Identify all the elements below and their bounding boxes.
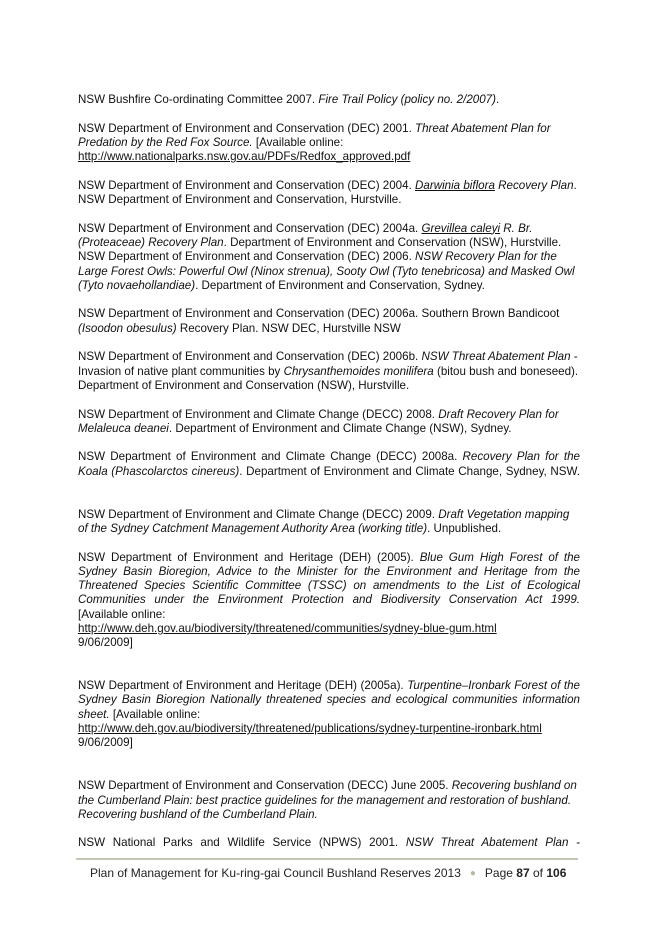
reference-text: Draft Vegetation mapping of the Sydney Catchment Management Authority Area (working title): [78, 507, 570, 535]
reference-text: . Department of Environment and Climate Change (NSW), Sydney.: [168, 421, 512, 435]
reference-text: NSW Department of Environment and Conservation (DEC) 2001.: [78, 121, 416, 135]
reference-text: [Available online:: [109, 707, 201, 721]
reference-text: Blue Gum High Forest of the Sydney Basin Bioregion, Advice to the Minister for the Environment and Heritage from the Threatened Species Scientific Committee (TSSC) on amendments to the List of Ecological Communities under the Environment Protection and Biodiversity Conservation Act 1999.: [78, 550, 581, 607]
reference-accessed-date: 9/06/2009]: [78, 736, 133, 750]
reference-text: . Department of Environment and Climate Change, Sydney, NSW.: [239, 464, 580, 478]
reference-link[interactable]: http://www.deh.gov.au/biodiversity/threatened/communities/sydney-blue-gum.html: [78, 621, 497, 635]
footer-of-label: of: [533, 866, 544, 880]
reference-text: NSW Department of Environment and Conservation (DEC) 2004.: [78, 178, 416, 192]
reference-list: [78, 93, 580, 879]
page-footer: [90, 866, 578, 880]
reference-text: . Department of Environment and Conservation, Sydney.: [195, 278, 485, 292]
reference-entry: [78, 836, 580, 865]
reference-text: NSW Department of Environment and Conservation (DEC) 2004a.: [78, 221, 422, 235]
footer-page-number: 87: [516, 866, 530, 880]
reference-text: - Invasion of native plant communities by: [78, 350, 578, 378]
reference-text: . Department of Environment and Conservation (NSW), Hurstville.: [223, 235, 562, 249]
reference-text: R. Br. (Proteaceae) Recovery Plan: [78, 221, 533, 249]
reference-link[interactable]: http://www.deh.gov.au/biodiversity/threatened/publications/sydney-turpentine-ironbark.html: [78, 722, 542, 736]
reference-text: Threat Abatement Plan for Predation by the Red Fox Source.: [78, 121, 551, 149]
reference-entry: [78, 779, 580, 822]
reference-text: . NSW Department of Environment and Conservation, Hurstville.: [78, 178, 577, 207]
reference-entry: [78, 250, 580, 293]
reference-entry: [78, 307, 580, 336]
reference-text: NSW Department of Environment and Heritage (DEH) (2005a).: [78, 679, 408, 693]
reference-entry: [78, 508, 580, 537]
reference-entry: [78, 450, 580, 493]
reference-entry: [78, 122, 580, 165]
reference-text: Recovery Plan: [494, 178, 574, 192]
reference-text: NSW Threat Abatement Plan -: [405, 836, 580, 850]
reference-text: NSW Department of Environment and Conservation (DEC) 2006.: [78, 250, 416, 264]
reference-text: (Isoodon obesulus): [78, 321, 177, 335]
footer-divider: [76, 858, 578, 860]
reference-text: Recovery Plan for the Koala (Phascolarctos cinereus): [78, 450, 580, 478]
reference-text: Darwinia biflora: [415, 178, 495, 192]
reference-entry: [78, 408, 580, 437]
reference-text: NSW National Parks and Wildlife Service (NPWS) 2001.: [78, 836, 406, 850]
reference-entry: [78, 350, 580, 393]
reference-text: Fire Trail Policy (policy no. 2/2007): [318, 93, 496, 106]
reference-entry: [78, 93, 580, 107]
reference-text: [Available online:: [252, 135, 344, 149]
footer-page-label: Page: [484, 866, 513, 880]
reference-text: Chrysanthemoides monilifera: [283, 364, 434, 378]
reference-text: Recovery Plan. NSW DEC, Hurstville NSW: [176, 321, 401, 335]
reference-link[interactable]: http://www.nationalparks.nsw.gov.au/PDFs/Redfox_approved.pdf: [78, 150, 411, 164]
reference-text: [Available online:: [78, 607, 166, 621]
reference-entry: [78, 679, 580, 765]
reference-text: NSW Department of Environment and Climate Change (DECC) 2008.: [78, 407, 439, 421]
reference-accessed-date: 9/06/2009]: [78, 636, 133, 650]
reference-text: NSW Threat Abatement Plan: [421, 350, 571, 364]
reference-text: Draft Recovery Plan for Melaleuca deanei: [78, 407, 559, 435]
reference-text: (bitou bush and boneseed). Department of Environment and Conservation (NSW), Hurstville.: [78, 364, 579, 392]
reference-entry: [78, 551, 580, 665]
reference-entry: [78, 179, 580, 208]
reference-entry: [78, 222, 580, 251]
reference-text: Recovering bushland on the Cumberland Plain: best practice guidelines for the management and restoration of bushland. Recovering bushland of the Cumberland Plain.: [78, 779, 577, 821]
reference-text: NSW Department of Environment and Conservation (DEC) 2006a. Southern Brown Bandicoot: [78, 307, 560, 321]
reference-text: NSW Department of Environment and Climate Change (DECC) 2009.: [78, 507, 439, 521]
reference-text: NSW Department of Environment and Climate Change (DECC) 2008a.: [78, 450, 463, 464]
reference-text: NSW Department of Environment and Conservation (DECC) June 2005.: [78, 779, 452, 793]
reference-text: NSW Department of Environment and Heritage (DEH) (2005).: [78, 550, 420, 564]
footer-total-pages: 106: [546, 866, 567, 880]
reference-text: Grevillea caleyi: [421, 221, 501, 235]
reference-text: NSW Recovery Plan for the Large Forest Owls: Powerful Owl (Ninox strenua), Sooty Owl (Tyto tenebricosa) and Masked Owl (Tyto novaehollandiae): [78, 250, 575, 292]
reference-text: NSW Bushfire Co-ordinating Committee 2007.: [78, 93, 319, 106]
reference-text: .: [495, 93, 500, 106]
reference-text: NSW Department of Environment and Conservation (DEC) 2006b.: [78, 350, 422, 364]
reference-text: Turpentine–Ironbark Forest of the Sydney Basin Bioregion Nationally threatened species and ecological communities information sheet.: [78, 679, 580, 721]
bullet-separator-icon: ●: [469, 868, 476, 879]
footer-document-title: Plan of Management for Ku-ring-gai Council Bushland Reserves 2013: [90, 866, 461, 880]
reference-text: . Unpublished.: [427, 521, 502, 535]
